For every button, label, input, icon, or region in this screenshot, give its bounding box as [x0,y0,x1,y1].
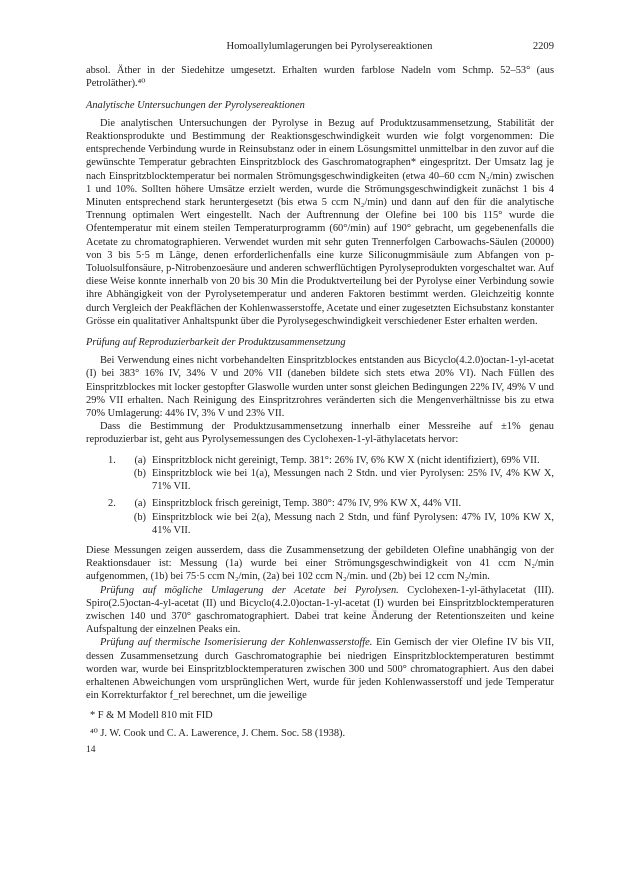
measurement-item [108,467,554,493]
measurement-label: (a) [134,498,146,510]
runin-heading-umlagerung: Prüfung auf mögliche Umlagerung der Acetate bei Pyrolysen. [100,584,399,596]
measurement-group-1 [108,454,554,494]
paragraph-isomerisierung [86,636,554,702]
paragraph-reproduzierbarkeit-2: Dass die Bestimmung der Produktzusammensetzung innerhalb einer Messreihe auf ±1% genau reproduzierbar ist, geht aus Pyrolysemessungen des Cyclohexen-1-yl-äthylacetats hervor: [86,421,554,446]
section-heading-analytische: Analytische Untersuchungen der Pyrolysereaktionen [86,99,305,111]
measurement-text: Einspritzblock nicht gereinigt, Temp. 381°: 26% IV, 6% KW X (nicht identifiziert), 69% VII. [152,454,540,466]
footnotes [86,709,554,739]
footnote-instrument: * F & M Modell 810 mit FID [90,710,213,722]
measurement-label: (b) [133,467,146,479]
measurement-item [108,497,554,510]
measurement-list [108,454,554,537]
measurement-group-2 [108,497,554,537]
running-head [86,40,554,53]
running-title: Homoallylumlagerungen bei Pyrolysereaktionen [226,41,433,52]
measurement-label: (a) [134,454,146,466]
intro-paragraph: absol. Äther in der Siedehitze umgesetzt. Erhalten wurden farblose Nadeln vom Schmp. 52–53° (aus Petroläther).⁴⁰ [86,65,554,90]
measurement-text: Einspritzblock wie bei 2(a), Messung nach 2 Stdn, und fünf Pyrolysen: 47% IV, 10% KW X, 41% VII. [152,511,554,536]
paragraph-reproduzierbarkeit-1: Bei Verwendung eines nicht vorbehandelten Einspritzblockes entstanden aus Bicyclo(4.2.0)octan-1-yl-acetat (I) bei 383° 16% IV, 34% V und 20% VII (daneben bildete sich stets etwa 20% VI). Nach Füllen des Einspritzblockes mit locker gestopfter Glaswolle wurden unter sonst gleichen Bedingungen 22% IV, 49% V und 29% VII erhalten. Nach Reinigung des Einspritzrohres veränderten sich die Mengenverhältnisse bis zu etwa 70% Umlagerung: 44% IV, 3% V und 23% VII. [86,355,554,420]
measurement-item [108,511,554,537]
page-number: 2209 [532,41,554,52]
folio: 14 [86,744,96,755]
paragraph-after-list: Diese Messungen zeigen ausserdem, dass die Zusammensetzung der gebildeten Olefine unabhängig von der Reaktionsdauer ist: Messung (1a) wurde bei einer Strömungsgeschwindigkeit von 41 ccm N₂/min aufgenommen, (1b) bei 75·5 ccm N₂/min, (2a) bei 102 ccm N₂/min. und (2b) bei 12 ccm N₂/min. [86,544,554,583]
paragraph-umlagerung [86,584,554,637]
measurement-text: Einspritzblock frisch gereinigt, Temp. 380°: 47% IV, 9% KW X, 44% VII. [152,498,462,510]
measurement-number: 2. [108,498,116,510]
measurement-number: 1. [108,454,116,466]
measurement-text: Einspritzblock wie bei 1(a), Messungen nach 2 Stdn. und vier Pyrolysen: 25% IV, 4% KW X, 71% VII. [152,467,554,493]
footnote-reference-40: ⁴⁰ J. W. Cook und C. A. Lawerence, J. Chem. Soc. 58 (1938). [90,727,346,739]
paragraph-isomerisierung-text: Ein Gemisch der vier Olefine IV bis VII, dessen Zusammensetzung durch Gaschromatographie bei niedrigen Einspritzblocktemperaturen bestimmt worden war, wurde bei Einspritzblocktemperaturen zwischen 300 und 500° chromatographiert. Aus den dabei erhaltenen Abweichungen vom ursprünglichen Wert, wurde für jeden Kohlenwasserstoff und jede Temperatur ein Korrekturfaktor f_rel berechnet, um die jeweilige [86,637,554,702]
measurement-item [108,454,554,467]
paragraph-analytische: Die analytischen Untersuchungen der Pyrolyse in Bezug auf Produktzusammensetzung, Stabilität der Reaktionsprodukte und Bestimmung der Reaktionsgeschwindigkeit wurden wie folgt vorgenommen: Die entsprechende Verbindung wurde in Reinsubstanz oder in einem Lösungsmittel unmittelbar in den zuvor auf die gewünschte Temperatur gebrachten Einspritzblock des Gaschromatographen* eingespritzt. Der Umsatz lag je nach Einspritzblocktemperatur bei normalen Strömungsgeschwindigkeiten (etwa 40–60 ccm N₂/min) zwischen 1 und 10%. Sollten höhere Umsätze erzielt werden, wurde die Strömungsgeschwindigkeit zunächst 1 bis 4 Minuten entsprechend stark heruntergesetzt (bis etwa 5 ccm N₂/min) und dann auf den für die analytische Trennung optimalen Wert eingestellt. Nach der Auftrennung der Olefine bei 100 bis 115° wurde die Ofentemperatur mit einem steilen Temperaturprogramm (60°/min) auf 190° gebracht, um gegebenenfalls die Acetate zu chromatographieren. Verwendet wurden mit sehr guten Trennerfolgen Carbowachs-Säulen (20000) von 3 bis 5·5 m Länge, denen erforderlichenfalls eine kurze Siliconugmmisäule zum Abfangen von p-Toluolsulfonsäure, p-Nitrobenzoesäure und anderen schwerflüchtigen Pyrolyseprodukten vorgeschaltet war. Auf diese Weise konnte innerhalb von 20 bis 30 Min die Produktverteilung bei der Pyrolyse einer Verbindung sowie ihre Abhängigkeit von der Pyrolysetemperatur und anderen Faktoren bestimmt werden. Gleichzeitig konnte durch Vergleich der Peakflächen der Kohlenwasserstoffe, Acetate und einer zugesetzten Eichsubstanz konstanter Grösse ein qualitativer Anhaltspunkt über die Pyrolysegeschwindigkeit verschiedener Ester erhalten werden. [86,117,554,327]
measurement-label: (b) [133,511,146,523]
section-heading-reproduzierbarkeit: Prüfung auf Reproduzierbarkeit der Produktzusammensetzung [86,337,346,349]
paragraph-umlagerung-text: Cyclohexen-1-yl-äthylacetat (III). Spiro(2.5)octan-4-yl-acetat (II) und Bicyclo(4.2.0)octan-1-yl-acetat (I) wurden bei Einspritzblocktemperaturen zwischen 140 und 370° gaschromatographiert. Dabei trat keine Änderung der Retentionszeiten und keine Aufspaltung der einzelnen Peaks ein. [86,584,554,636]
runin-heading-isomerisierung: Prüfung auf thermische Isomerisierung der Kohlenwasserstoffe. [100,637,373,649]
